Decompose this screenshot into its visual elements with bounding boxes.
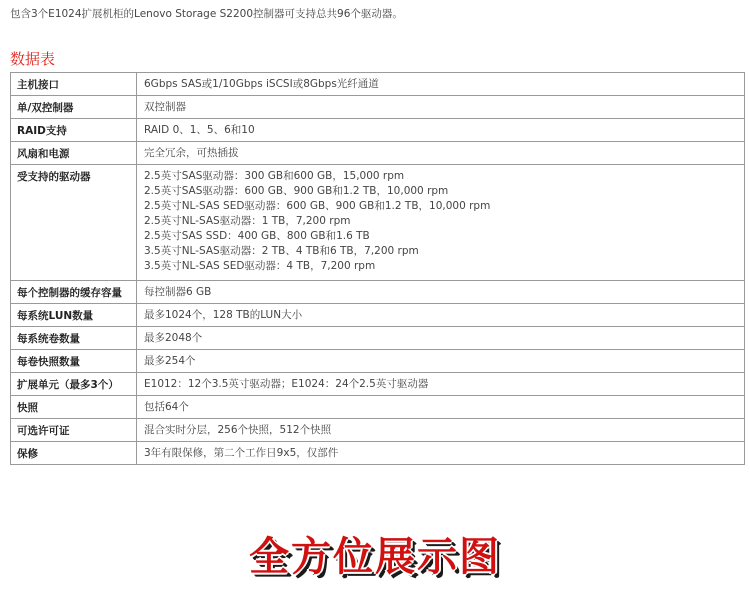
table-row [11,419,744,442]
row-value-line: 最多1024个，128 TB的LUN大小 [144,309,303,321]
row-value [137,119,744,141]
row-label: 扩展单元（最多3个） [11,373,137,395]
row-label: 保修 [11,442,137,464]
table-row [11,304,744,327]
row-value-line: 6Gbps SAS或1/10Gbps iSCSI或8Gbps光纤通道 [144,78,379,90]
row-value [137,304,744,326]
banner-container [0,525,750,582]
table-row [11,165,744,281]
table-row [11,96,744,119]
row-value-line: E1012：12个3.5英寸驱动器；E1024：24个2.5英寸驱动器 [144,378,429,390]
row-value-line: 完全冗余，可热插拔 [144,147,239,159]
row-value-line: RAID 0、1、5、6和10 [144,124,255,136]
row-label: 快照 [11,396,137,418]
row-value [137,142,744,164]
row-label: 每个控制器的缓存容量 [11,281,137,303]
table-row [11,350,744,373]
row-value-line: 2.5英寸NL-SAS驱动器：1 TB，7,200 rpm [144,215,351,227]
banner-title: 全方位展示图 [249,534,501,580]
row-value-line: 包括64个 [144,401,189,413]
row-value-line: 每控制器6 GB [144,286,212,298]
row-value-line: 双控制器 [144,101,186,113]
row-value [137,373,744,395]
row-value [137,442,744,464]
row-value [137,327,744,349]
row-value-line: 最多2048个 [144,332,203,344]
row-value [137,396,744,418]
row-label: 每卷快照数量 [11,350,137,372]
row-value [137,73,744,95]
row-value-line: 3.5英寸NL-SAS SED驱动器：4 TB，7,200 rpm [144,260,376,272]
row-label: 风扇和电源 [11,142,137,164]
section-title: 数据表 [10,50,56,68]
row-value-line: 2.5英寸SAS驱动器：300 GB和600 GB，15,000 rpm [144,170,405,182]
table-row [11,327,744,350]
table-row [11,442,744,465]
table-row [11,373,744,396]
table-row [11,119,744,142]
row-value [137,350,744,372]
row-label: RAID支持 [11,119,137,141]
row-value [137,96,744,118]
row-value-line: 3年有限保修，第二个工作日9x5，仅部件 [144,447,339,459]
row-value-line: 2.5英寸SAS SSD：400 GB、800 GB和1.6 TB [144,230,370,242]
row-value [137,165,744,280]
row-value [137,419,744,441]
row-value-line: 3.5英寸NL-SAS驱动器：2 TB、4 TB和6 TB，7,200 rpm [144,245,419,257]
row-value-line: 2.5英寸NL-SAS SED驱动器：600 GB、900 GB和1.2 TB，10,000 rpm [144,200,491,212]
row-label: 单/双控制器 [11,96,137,118]
row-label: 可选许可证 [11,419,137,441]
table-row [11,396,744,419]
row-label: 每系统卷数量 [11,327,137,349]
row-value [137,281,744,303]
row-value-line: 混合实时分层，256个快照，512个快照 [144,424,332,436]
intro-text: 包含3个E1024扩展机柜的Lenovo Storage S2200控制器可支持总共96个驱动器。 [10,8,403,20]
row-label: 受支持的驱动器 [11,165,137,280]
spec-table [10,72,745,465]
row-label: 主机接口 [11,73,137,95]
table-row [11,73,744,96]
row-value-line: 最多254个 [144,355,196,367]
table-row [11,142,744,165]
table-row [11,281,744,304]
row-value-line: 2.5英寸SAS驱动器：600 GB、900 GB和1.2 TB，10,000 rpm [144,185,449,197]
row-label: 每系统LUN数量 [11,304,137,326]
